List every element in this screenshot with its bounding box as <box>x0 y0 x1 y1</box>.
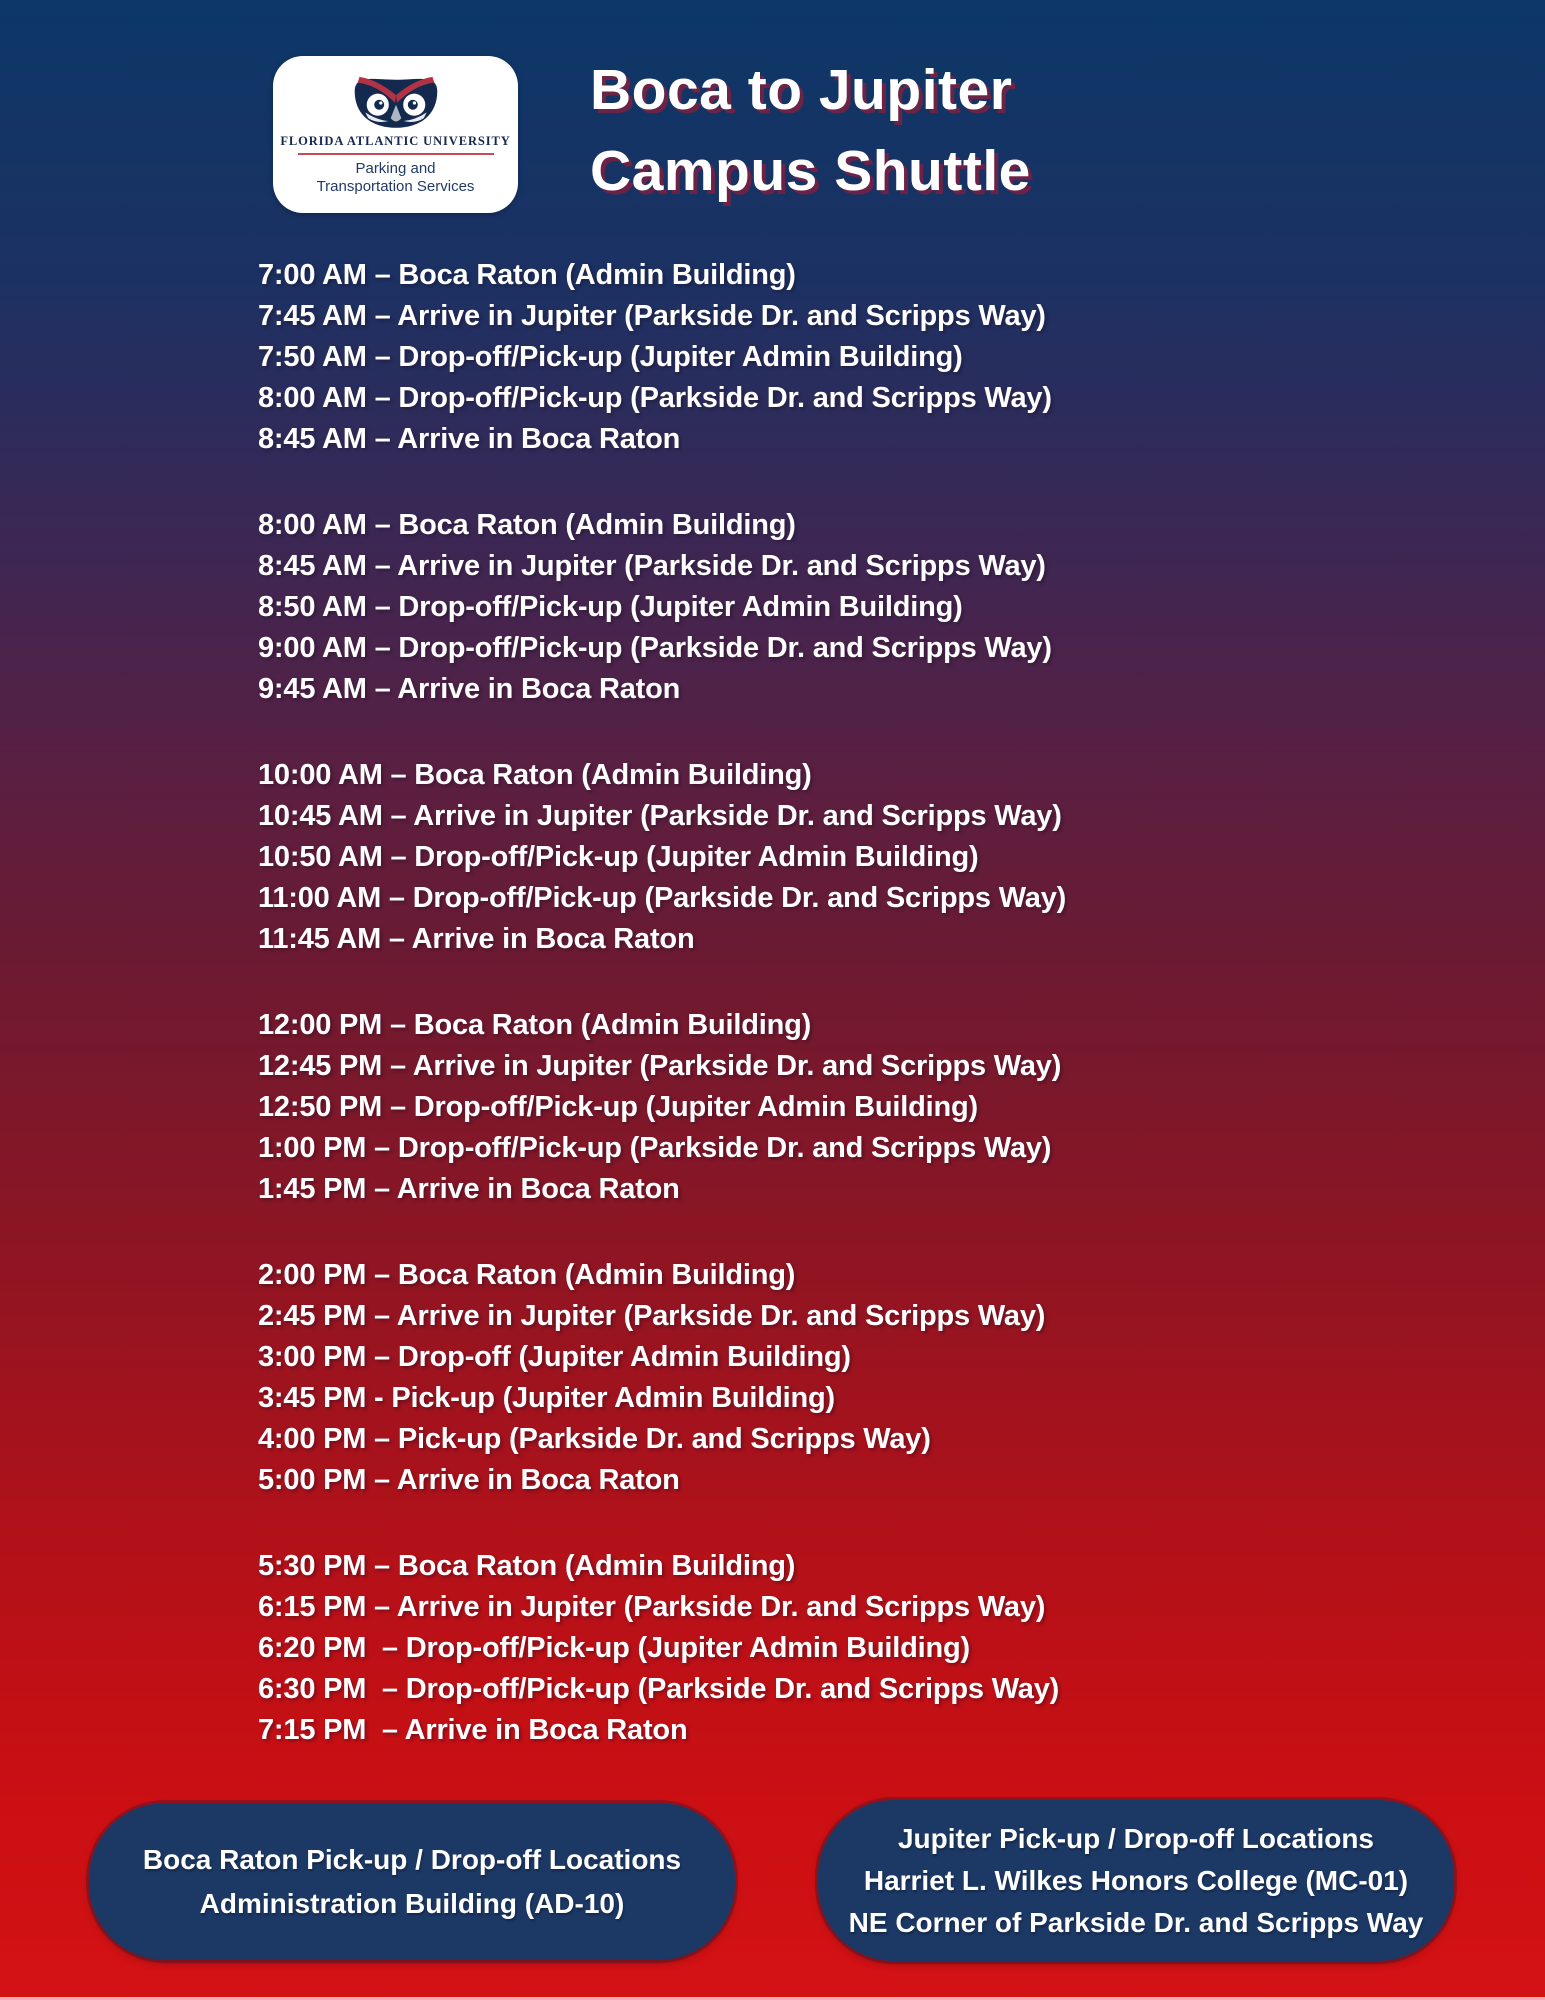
schedule-block <box>258 1005 1488 1210</box>
schedule-line: 9:00 AM – Drop-off/Pick-up (Parkside Dr. and Scripps Way) <box>258 632 1052 664</box>
boca-locations-pill <box>89 1803 735 1960</box>
schedule-line: 12:00 PM – Boca Raton (Admin Building) <box>258 1009 812 1041</box>
schedule-line: 5:00 PM – Arrive in Boca Raton <box>258 1464 680 1496</box>
page-title-line2: Campus Shuttle <box>590 139 1031 203</box>
schedule-line: 7:00 AM – Boca Raton (Admin Building) <box>258 259 796 291</box>
schedule-line: 11:45 AM – Arrive in Boca Raton <box>258 923 695 955</box>
schedule-line: 12:45 PM – Arrive in Jupiter (Parkside Dr. and Scripps Way) <box>258 1050 1062 1082</box>
schedule-line: 1:45 PM – Arrive in Boca Raton <box>258 1173 680 1205</box>
schedule-line: 8:00 AM – Boca Raton (Admin Building) <box>258 509 796 541</box>
logo-dept-line1: Parking and <box>355 160 436 177</box>
schedule-line: 3:00 PM – Drop-off (Jupiter Admin Building) <box>258 1341 851 1373</box>
schedule-line: 7:15 PM – Arrive in Boca Raton <box>258 1714 688 1746</box>
jupiter-pill-line3: NE Corner of Parkside Dr. and Scripps Way <box>848 1906 1424 1938</box>
schedule-line: 10:00 AM – Boca Raton (Admin Building) <box>258 759 812 791</box>
schedule-line: 6:20 PM – Drop-off/Pick-up (Jupiter Admin Building) <box>258 1632 970 1664</box>
schedule-line: 8:00 AM – Drop-off/Pick-up (Parkside Dr. and Scripps Way) <box>258 382 1052 414</box>
jupiter-pill-line1: Jupiter Pick-up / Drop-off Locations <box>897 1822 1374 1854</box>
fau-owl-icon <box>348 66 444 130</box>
page-title <box>590 50 1031 212</box>
schedule-line: 8:45 AM – Arrive in Jupiter (Parkside Dr. and Scripps Way) <box>258 550 1046 582</box>
logo-divider <box>298 153 494 155</box>
schedule-line: 6:30 PM – Drop-off/Pick-up (Parkside Dr. and Scripps Way) <box>258 1673 1060 1705</box>
schedule-line: 8:45 AM – Arrive in Boca Raton <box>258 423 681 455</box>
schedule-line: 10:45 AM – Arrive in Jupiter (Parkside Dr. and Scripps Way) <box>258 800 1062 832</box>
schedule-block <box>258 1546 1488 1751</box>
schedule-line: 6:15 PM – Arrive in Jupiter (Parkside Dr. and Scripps Way) <box>258 1591 1046 1623</box>
schedule-block <box>258 1255 1488 1501</box>
schedule-line: 12:50 PM – Drop-off/Pick-up (Jupiter Admin Building) <box>258 1091 978 1123</box>
jupiter-pill-line2: Harriet L. Wilkes Honors College (MC-01) <box>863 1864 1409 1896</box>
boca-pill-line2: Administration Building (AD-10) <box>199 1887 625 1919</box>
page-title-line1: Boca to Jupiter <box>590 58 1013 122</box>
fau-logo-card <box>273 56 518 213</box>
logo-university-name: FLORIDA ATLANTIC UNIVERSITY <box>280 134 511 148</box>
schedule-block <box>258 755 1488 960</box>
schedule-line: 2:45 PM – Arrive in Jupiter (Parkside Dr. and Scripps Way) <box>258 1300 1046 1332</box>
schedule-line: 7:50 AM – Drop-off/Pick-up (Jupiter Admin Building) <box>258 341 963 373</box>
boca-pill-line1: Boca Raton Pick-up / Drop-off Locations <box>142 1843 682 1875</box>
schedule-line: 7:45 AM – Arrive in Jupiter (Parkside Dr. and Scripps Way) <box>258 300 1046 332</box>
schedule-line: 9:45 AM – Arrive in Boca Raton <box>258 673 681 705</box>
schedule-line: 11:00 AM – Drop-off/Pick-up (Parkside Dr. and Scripps Way) <box>258 882 1067 914</box>
schedule-line: 3:45 PM - Pick-up (Jupiter Admin Building) <box>258 1382 835 1414</box>
schedule-line: 10:50 AM – Drop-off/Pick-up (Jupiter Admin Building) <box>258 841 979 873</box>
schedule-line: 1:00 PM – Drop-off/Pick-up (Parkside Dr. and Scripps Way) <box>258 1132 1052 1164</box>
schedule-line: 5:30 PM – Boca Raton (Admin Building) <box>258 1550 796 1582</box>
logo-dept-line2: Transportation Services <box>316 178 475 196</box>
jupiter-locations-pill <box>818 1800 1454 1961</box>
schedule-list <box>258 255 1488 1796</box>
schedule-line: 8:50 AM – Drop-off/Pick-up (Jupiter Admin Building) <box>258 591 963 623</box>
schedule-block <box>258 505 1488 710</box>
schedule-line: 4:00 PM – Pick-up (Parkside Dr. and Scripps Way) <box>258 1423 931 1455</box>
schedule-block <box>258 255 1488 460</box>
schedule-line: 2:00 PM – Boca Raton (Admin Building) <box>258 1259 796 1291</box>
